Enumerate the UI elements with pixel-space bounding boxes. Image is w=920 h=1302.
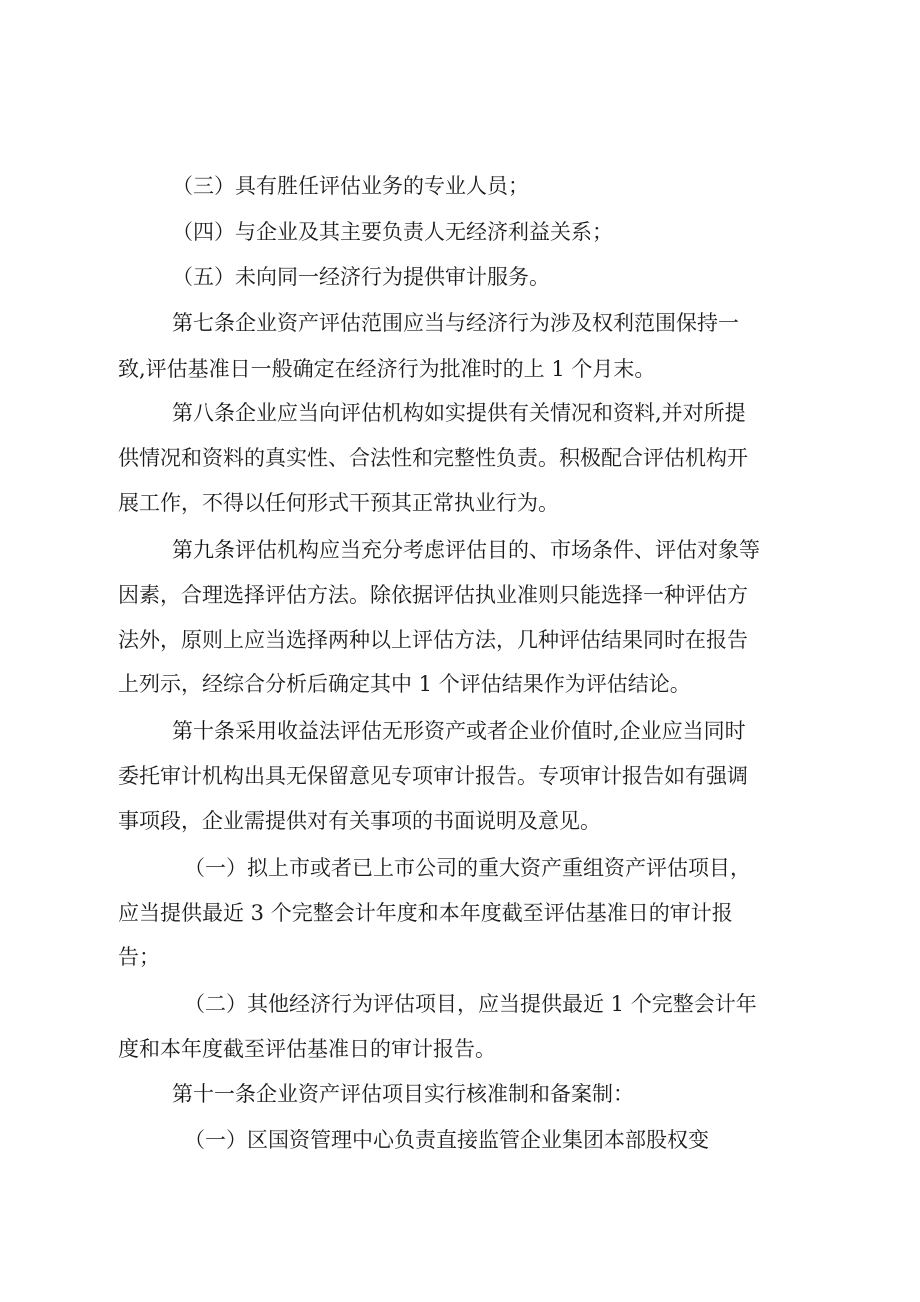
article-8-text-3: 展工作，不得以任何形式干预其正常执业行为。 xyxy=(118,491,559,515)
article-8-line-3 xyxy=(118,485,802,521)
article-10-title: 第十条 xyxy=(172,719,235,743)
article-9-line-1 xyxy=(172,532,802,568)
article-9-title: 第九条 xyxy=(172,538,235,562)
list-item-4 xyxy=(0,214,920,250)
article-8-title: 第八条 xyxy=(172,401,235,425)
list-item-5 xyxy=(0,259,920,295)
article-11-text-1: 企业资产评估项目实行核准制和备案制： xyxy=(256,1082,634,1106)
article-10-sub-1-text-3: 告； xyxy=(118,945,160,969)
article-10-sub-1-text-1: （一）拟上市或者已上市公司的重大资产重组资产评估项目， xyxy=(184,856,751,880)
article-9-line-4 xyxy=(118,666,802,702)
article-11-title: 第十一条 xyxy=(172,1082,256,1106)
article-10-line-1 xyxy=(172,713,802,749)
article-7-line-2 xyxy=(118,351,802,387)
article-10-text-3: 事项段，企业需提供对有关事项的书面说明及意见。 xyxy=(118,809,601,833)
article-10-sub-2-text-2: 度和本年度截至评估基准日的审计报告。 xyxy=(118,1037,496,1061)
article-8-line-2 xyxy=(118,440,802,476)
article-9-text-3: 法外，原则上应当选择两种以上评估方法，几种评估结果同时在报告 xyxy=(118,628,748,652)
article-11-line-1 xyxy=(172,1076,802,1112)
article-10-text-2: 委托审计机构出具无保留意见专项审计报告。专项审计报告如有强调 xyxy=(118,764,748,788)
article-10-sub-1-text-2: 应当提供最近 3 个完整会计年度和本年度截至评估基准日的审计报 xyxy=(118,901,733,925)
article-10-sub-1-line-2 xyxy=(118,895,802,931)
article-9-text-1: 评估机构应当充分考虑评估目的、市场条件、评估对象等 xyxy=(235,538,760,562)
article-10-sub-1-line-1 xyxy=(184,850,802,886)
article-8-text-2: 供情况和资料的真实性、合法性和完整性负责。积极配合评估机构开 xyxy=(118,446,748,470)
list-item-3-text: （三）具有胜任评估业务的专业人员； xyxy=(172,174,529,198)
list-item-4-text: （四）与企业及其主要负责人无经济利益关系； xyxy=(172,220,613,244)
article-8-line-1 xyxy=(172,395,802,431)
article-9-line-3 xyxy=(118,622,802,658)
article-9-text-2: 因素，合理选择评估方法。除依据评估执业准则只能选择一种评估方 xyxy=(118,583,748,607)
article-7-title: 第七条 xyxy=(172,311,235,335)
article-10-line-2 xyxy=(118,758,802,794)
article-10-sub-2-text-1: （二）其他经济行为评估项目，应当提供最近 1 个完整会计年 xyxy=(184,992,757,1016)
article-10-sub-1-line-3 xyxy=(118,939,802,975)
article-9-text-4: 上列示，经综合分析后确定其中 1 个评估结果作为评估结论。 xyxy=(118,672,691,696)
article-11-sub-1-text-1: （一）区国资管理中心负责直接监管企业集团本部股权变 xyxy=(184,1128,709,1152)
article-7-line-1 xyxy=(172,305,802,341)
article-10-text-1: 采用收益法评估无形资产或者企业价值时,企业应当同时 xyxy=(235,719,746,743)
article-10-sub-2-line-1 xyxy=(184,986,802,1022)
article-9-line-2 xyxy=(118,577,802,613)
article-10-sub-2-line-2 xyxy=(118,1031,802,1067)
article-7-text-1: 企业资产评估范围应当与经济行为涉及权利范围保持一 xyxy=(235,311,739,335)
list-item-5-text: （五）未向同一经济行为提供审计服务。 xyxy=(172,265,550,289)
article-8-text-1: 企业应当向评估机构如实提供有关情况和资料,并对所提 xyxy=(235,401,746,425)
article-10-line-3 xyxy=(118,803,802,839)
article-7-text-2: 致,评估基准日一般确定在经济行为批准时的上 1 个月末。 xyxy=(118,357,656,381)
article-11-sub-1-line-1 xyxy=(184,1122,802,1158)
list-item-3 xyxy=(0,168,920,204)
